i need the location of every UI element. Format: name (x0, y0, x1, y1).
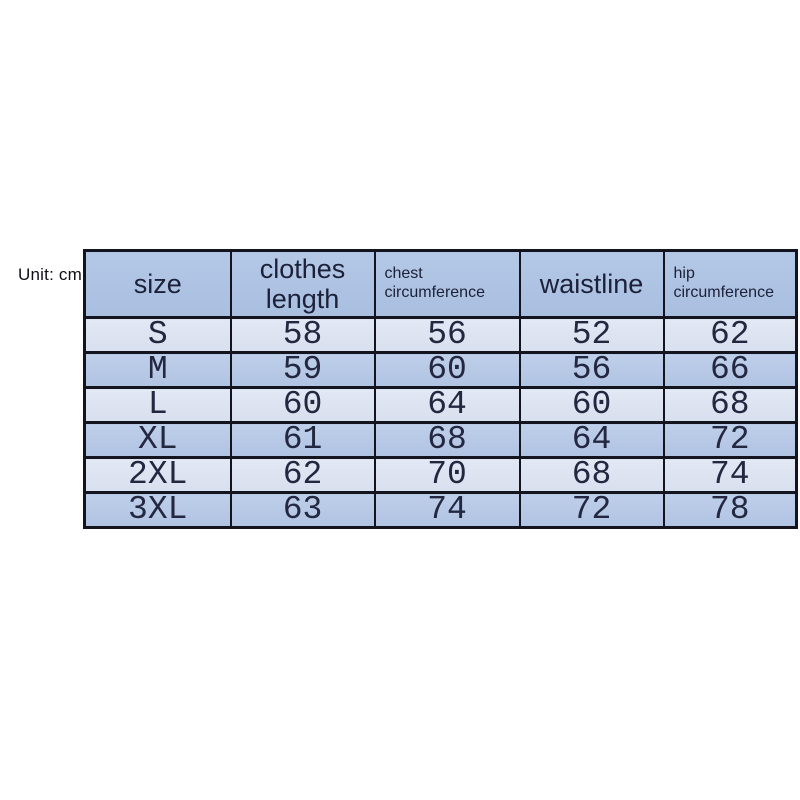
clothes-length-cell: 58 (231, 318, 375, 353)
hip-circumference-cell: 74 (664, 458, 797, 493)
chest-circumference-cell: 64 (375, 388, 520, 423)
clothes-length-cell: 60 (231, 388, 375, 423)
chest-circumference-cell: 74 (375, 493, 520, 528)
size-cell: XL (85, 423, 231, 458)
size-table (83, 249, 798, 529)
table-row (85, 388, 797, 423)
size-cell: M (85, 353, 231, 388)
waistline-cell: 52 (520, 318, 664, 353)
col-header-size: size (85, 251, 231, 318)
clothes-length-cell: 59 (231, 353, 375, 388)
waistline-cell: 72 (520, 493, 664, 528)
clothes-length-cell: 61 (231, 423, 375, 458)
hip-circumference-cell: 72 (664, 423, 797, 458)
unit-label: Unit: cm (18, 265, 82, 284)
table-row (85, 458, 797, 493)
chest-circumference-cell: 56 (375, 318, 520, 353)
size-table-body (85, 318, 797, 528)
table-row (85, 353, 797, 388)
clothes-length-cell: 62 (231, 458, 375, 493)
size-cell: L (85, 388, 231, 423)
size-cell: 3XL (85, 493, 231, 528)
table-row (85, 423, 797, 458)
hip-circumference-cell: 62 (664, 318, 797, 353)
clothes-length-cell: 63 (231, 493, 375, 528)
waistline-cell: 56 (520, 353, 664, 388)
col-header-hip-circumference: hip circumference (664, 251, 797, 318)
header-row (85, 251, 797, 318)
hip-circumference-cell: 66 (664, 353, 797, 388)
chest-circumference-cell: 68 (375, 423, 520, 458)
col-header-clothes-length: clothes length (231, 251, 375, 318)
waistline-cell: 68 (520, 458, 664, 493)
size-cell: S (85, 318, 231, 353)
hip-circumference-cell: 68 (664, 388, 797, 423)
waistline-cell: 64 (520, 423, 664, 458)
table-header (85, 251, 797, 318)
chest-circumference-cell: 60 (375, 353, 520, 388)
col-header-waistline: waistline (520, 251, 664, 318)
hip-circumference-cell: 78 (664, 493, 797, 528)
table-row (85, 318, 797, 353)
size-cell: 2XL (85, 458, 231, 493)
table-row (85, 493, 797, 528)
waistline-cell: 60 (520, 388, 664, 423)
chest-circumference-cell: 70 (375, 458, 520, 493)
col-header-chest-circumference: chest circumference (375, 251, 520, 318)
